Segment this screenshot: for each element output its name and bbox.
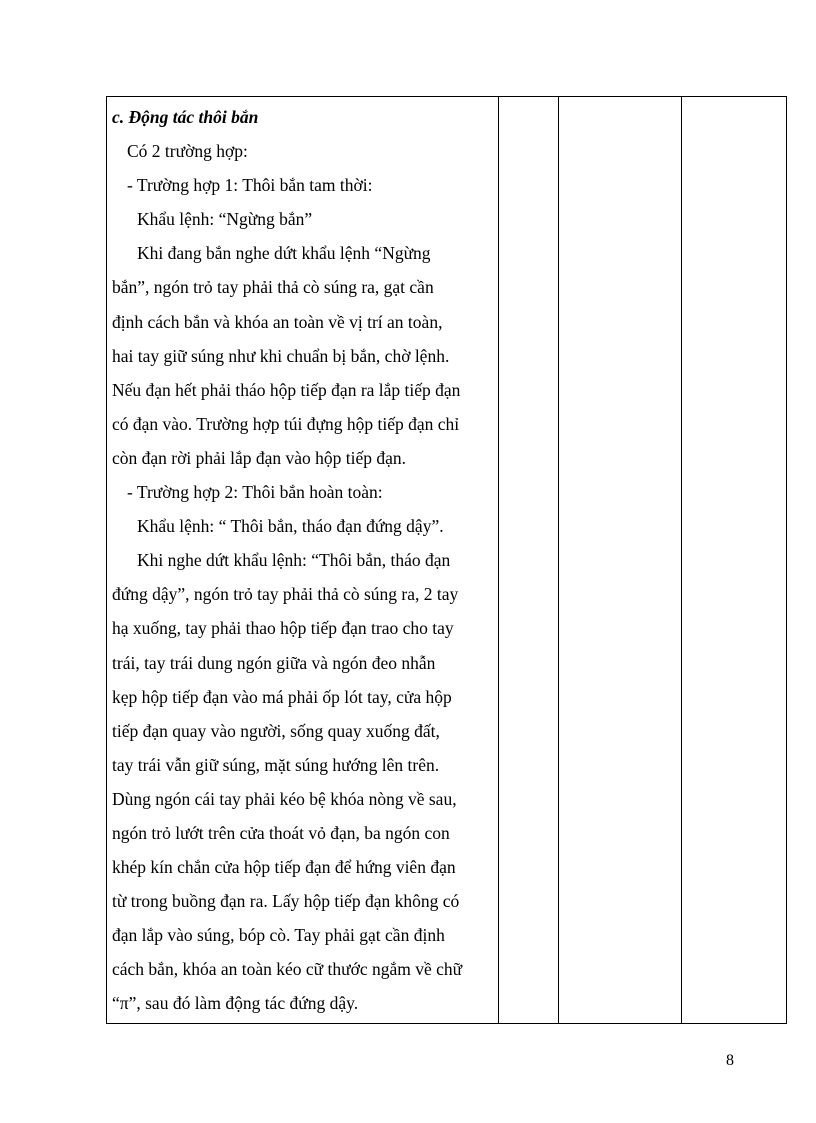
empty-cell-4 [681,97,786,1024]
text-line: ngón trỏ lướt trên cửa thoát vỏ đạn, ba ngón con [112,822,450,843]
section-text [107,97,498,1021]
empty-cell-3 [559,97,681,1024]
text-line: đứng dậy”, ngón trỏ tay phải thả cò súng ra, 2 tay [112,584,459,605]
text-line: định cách bắn và khóa an toàn về vị trí an toàn, [112,311,443,332]
text-line: có đạn vào. Trường hợp túi đựng hộp tiếp đạn chỉ [112,413,460,434]
text-line: Khi đang bắn nghe dứt khẩu lệnh “Ngừng [137,243,431,264]
text-line: đạn lắp vào súng, bóp cò. Tay phải gạt cần định [112,925,445,946]
text-line: Có 2 trường hợp: [127,141,248,162]
text-line: cách bắn, khóa an toàn kéo cữ thước ngắm về chữ [112,959,463,980]
text-line: Khẩu lệnh: “ Thôi bắn, tháo đạn đứng dậy”. [137,516,444,537]
text-line: tay trái vẫn giữ súng, mặt súng hướng lên trên. [112,754,440,775]
content-table [106,96,787,1024]
text-line: hạ xuống, tay phải thao hộp tiếp đạn trao cho tay [112,618,454,639]
text-line: trái, tay trái dung ngón giữa và ngón đeo nhẫn [112,652,436,673]
table-row [107,97,787,1024]
text-line: - Trường hợp 2: Thôi bắn hoàn toàn: [127,482,383,503]
text-line: bắn”, ngón trỏ tay phải thả cò súng ra, gạt cần [112,277,434,298]
text-line: Khẩu lệnh: “Ngừng bắn” [137,209,313,230]
text-line: tiếp đạn quay vào người, sống quay xuống đất, [112,720,440,741]
empty-cell-2 [499,97,559,1024]
text-line: còn đạn rời phải lắp đạn vào hộp tiếp đạn. [112,447,407,468]
text-line: khép kín chắn cửa hộp tiếp đạn để hứng viên đạn [112,857,456,878]
text-line: Nếu đạn hết phải tháo hộp tiếp đạn ra lắp tiếp đạn [112,379,461,400]
page-number: 8 [726,1052,734,1069]
text-line: hai tay giữ súng như khi chuẩn bị bắn, chờ lệnh. [112,345,450,366]
text-line: từ trong buồng đạn ra. Lấy hộp tiếp đạn không có [112,891,460,912]
text-line: - Trường hợp 1: Thôi bắn tam thời: [127,175,373,196]
text-line: Dùng ngón cái tay phải kéo bệ khóa nòng về sau, [112,788,457,809]
text-line: “π”, sau đó làm động tác đứng dậy. [112,993,359,1014]
section-heading: c. Động tác thôi bắn [112,107,259,127]
text-line: kẹp hộp tiếp đạn vào má phải ốp lót tay, cửa hộp [112,686,452,707]
text-line: Khi nghe dứt khẩu lệnh: “Thôi bắn, tháo đạn [137,550,451,571]
main-content-cell [107,97,499,1024]
